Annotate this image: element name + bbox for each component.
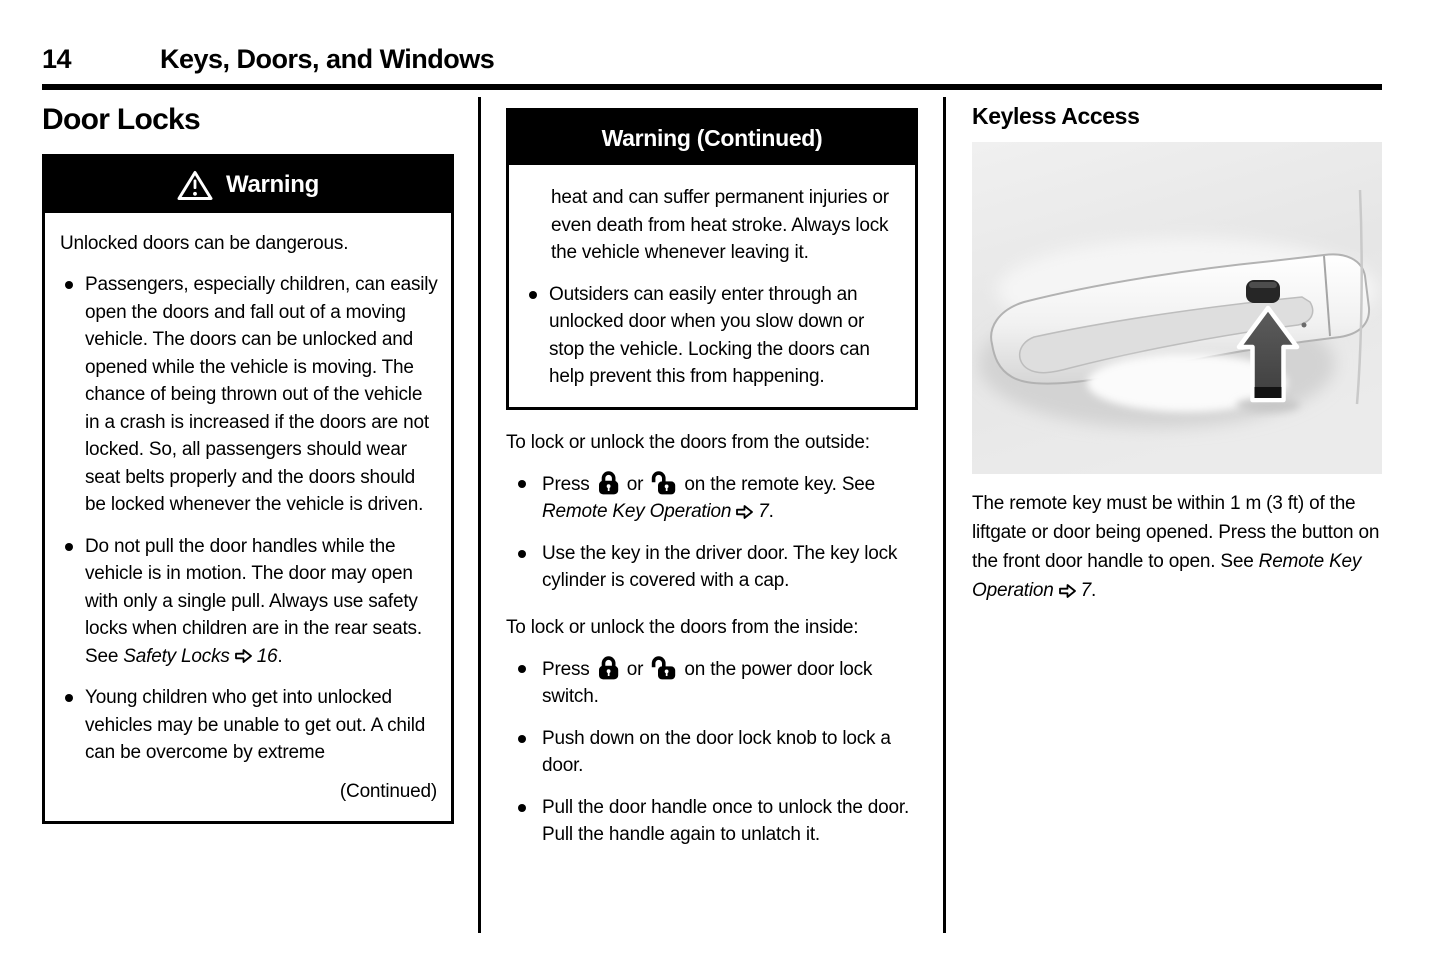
chapter-title: Keys, Doors, and Windows	[160, 44, 495, 74]
cross-reference: Remote Key Operation	[542, 501, 732, 522]
bullet-dot	[518, 665, 526, 673]
list-item	[506, 540, 918, 595]
list-item-text-part: .	[277, 645, 283, 667]
cross-reference: Safety Locks	[123, 645, 230, 667]
warning-box	[42, 154, 454, 824]
section-title-keyless-access: Keyless Access	[972, 103, 1140, 129]
bullet-dot	[65, 543, 73, 551]
body-text-part: The remote key must be within 1 m (3 ft) of the liftgate or door being opened. Press the button on the front door handle to open. See	[972, 493, 1380, 572]
door-handle-keyless-button-illustration	[972, 142, 1382, 474]
bullet-dot	[65, 281, 73, 289]
warning-title: Warning	[226, 171, 319, 198]
lock-closed-icon	[598, 470, 619, 495]
lock-cylinder-dot	[1302, 323, 1307, 328]
warning-intro: Unlocked doors can be dangerous.	[60, 233, 349, 254]
list-item	[506, 470, 918, 526]
list-item-text-part: on the remote key. See	[679, 473, 876, 495]
lock-open-icon	[651, 470, 676, 495]
list-item-text-part: Do not pull the door handles while the vehicle is in motion. The door may open with only a single pull. Always use safety locks when children are in the rear seats. See	[85, 535, 422, 667]
bullet-dot	[518, 550, 526, 558]
list-item-text: Outsiders can easily enter through an unlocked door when you slow down or stop the vehicle. Locking the doors can help prevent this from happening.	[549, 283, 870, 387]
bullet-dot	[518, 480, 526, 488]
list-item-text	[542, 470, 918, 526]
warning-triangle-icon	[177, 170, 213, 201]
up-arrow-base-band	[1255, 387, 1282, 398]
list-item	[506, 725, 918, 780]
bullet-dot	[518, 735, 526, 743]
keyless-access-body	[972, 489, 1382, 605]
right-column	[972, 103, 1382, 605]
page-arrow-icon	[736, 505, 753, 519]
page-arrow-icon	[235, 649, 252, 663]
section-title-door-locks: Door Locks	[42, 103, 201, 136]
list-item-text: Push down on the door lock knob to lock a door.	[542, 727, 891, 776]
warning-box-body	[45, 213, 451, 821]
cross-reference-page: 7	[758, 501, 769, 522]
list-item-text-part: Press	[542, 473, 595, 495]
warning-continued-header	[509, 111, 915, 165]
bullet-dot	[529, 291, 537, 299]
list-item-text-part: .	[768, 501, 774, 522]
cross-reference: Remote Key Operation	[972, 551, 1362, 601]
list-item-text: Young children who get into unlocked vehicles may be unable to get out. A child can be overcome by extreme	[85, 687, 426, 763]
page-number: 14	[42, 44, 72, 74]
list-item	[57, 271, 439, 519]
handle-button-highlight	[1249, 282, 1277, 288]
left-column	[42, 103, 454, 824]
middle-column	[506, 108, 918, 849]
continued-note: (Continued)	[339, 780, 437, 802]
list-item-text: Use the key in the driver door. The key lock cylinder is covered with a cap.	[542, 542, 898, 591]
column-divider-2	[943, 97, 946, 933]
list-item	[57, 533, 439, 671]
list-item	[521, 281, 903, 391]
column-divider-1	[478, 97, 481, 933]
warning-continued-box	[506, 108, 918, 410]
page-arrow-icon	[1059, 584, 1076, 598]
list-item-text	[542, 655, 918, 711]
bullet-dot	[65, 694, 73, 702]
header-rule	[42, 84, 1382, 90]
warning-box-header	[45, 157, 451, 213]
list-item-text	[85, 533, 439, 671]
inside-heading: To lock or unlock the doors from the inside:	[506, 616, 859, 638]
list-item-text: Passengers, especially children, can easily open the doors and fall out of a moving vehicle. The doors can be unlocked and opened while the vehicle is moving. The chance of being thrown out of the vehicle in a crash is increased if the doors are not locked. So, all passengers should wear seat belts properly and the doors should be locked whenever the vehicle is driven.	[85, 274, 438, 515]
bullet-dot	[518, 804, 526, 812]
list-item-text: Pull the door handle once to unlock the door. Pull the handle again to unlatch it.	[542, 796, 910, 845]
warning-continued-body	[509, 165, 915, 407]
body-text-part: .	[1091, 580, 1097, 601]
lock-closed-icon	[598, 655, 619, 680]
list-item	[506, 794, 918, 849]
cross-reference-page: 7	[1080, 580, 1092, 601]
lock-open-icon	[651, 655, 676, 680]
list-item	[57, 684, 439, 767]
warning-continued-title: Warning (Continued)	[601, 124, 823, 151]
list-item-text-part: or	[621, 658, 649, 680]
list-item	[506, 655, 918, 711]
cross-reference-page: 16	[256, 645, 278, 667]
continuation-paragraph: heat and can suffer permanent injuries or even death from heat stroke. Always lock the vehicle whenever leaving it.	[551, 187, 889, 263]
outside-heading: To lock or unlock the doors from the outside:	[506, 431, 870, 453]
list-item-text-part: Press	[542, 658, 595, 680]
list-item-text-part: or	[621, 473, 649, 495]
list-item-text-part: on the power door lock switch.	[542, 658, 873, 707]
